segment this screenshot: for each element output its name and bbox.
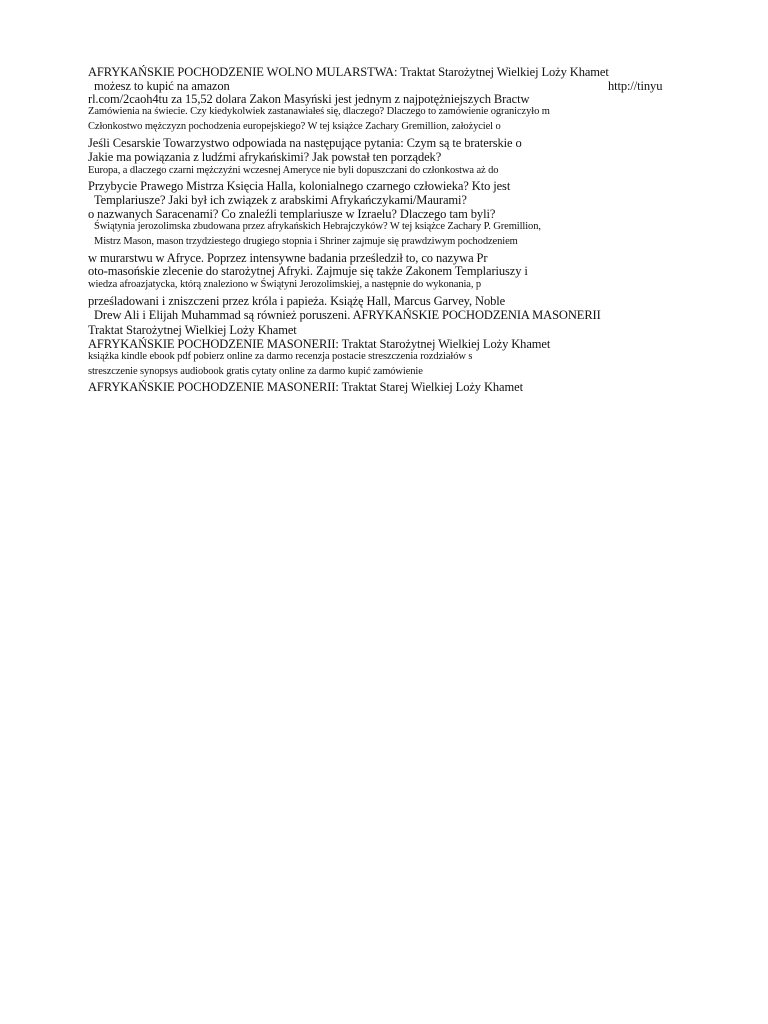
text-line-12: Świątynia jerozolimska zbudowana przez afrykańskich Hebrajczyków? W tej książce Zachary P. Gremillion, (94, 221, 541, 232)
text-line-23: AFRYKAŃSKIE POCHODZENIE MASONERII: Traktat Starej Wielkiej Loży Khamet (88, 380, 523, 394)
text-line-14: w murarstwu w Afryce. Poprzez intensywne badania prześledził to, co nazywa Pr (88, 251, 488, 265)
text-line-18: Drew Ali i Elijah Muhammad są również poruszeni. AFRYKAŃSKIE POCHODZENIA MASONERII (94, 308, 601, 322)
text-line-13: Mistrz Mason, mason trzydziestego drugiego stopnia i Shriner zajmuje się prawdziwym pochodzeniem (94, 236, 518, 247)
text-line-22: streszczenie synopsys audiobook gratis cytaty online za darmo kupić zamówienie (88, 366, 423, 377)
text-line-16: wiedza afroazjatycka, którą znaleziono w Świątyni Jerozolimskiej, a następnie do wykonania, p (88, 279, 482, 290)
text-line-2: możesz to kupić na amazon (94, 79, 230, 93)
text-line-21: książka kindle ebook pdf pobierz online za darmo recenzja postacie streszczenia rozdziałów s (88, 351, 473, 362)
text-line-19: Traktat Starożytnej Wielkiej Loży Khamet (88, 323, 297, 337)
text-line-6: Jeśli Cesarskie Towarzystwo odpowiada na następujące pytania: Czym są te braterskie o (88, 136, 522, 150)
text-line-1: AFRYKAŃSKIE POCHODZENIE WOLNO MULARSTWA: Traktat Starożytnej Wielkiej Loży Khamet (88, 65, 609, 79)
text-line-4: Zamówienia na świecie. Czy kiedykolwiek zastanawiałeś się, dlaczego? Dlaczego to zamówienie ograniczyło m (88, 106, 550, 117)
text-line-5: Członkostwo mężczyzn pochodzenia europejskiego? W tej książce Zachary Gremillion, założyciel o (88, 121, 501, 132)
text-line-9: Przybycie Prawego Mistrza Księcia Halla, kolonialnego czarnego człowieka? Kto jest (88, 179, 511, 193)
text-line-20: AFRYKAŃSKIE POCHODZENIE MASONERII: Traktat Starożytnej Wielkiej Loży Khamet (88, 337, 551, 351)
text-line-url: http://tinyu (608, 79, 663, 93)
text-line-3: rl.com/2caoh4tu za 15,52 dolara Zakon Masyński jest jednym z najpotężniejszych Bractw (88, 92, 530, 106)
text-line-10: Templariusze? Jaki był ich związek z arabskimi Afrykańczykami/Maurami? (94, 193, 467, 207)
text-line-8: Europa, a dlaczego czarni mężczyźni wczesnej Ameryce nie byli dopuszczani do członkostwa aż do (88, 165, 499, 176)
text-line-15: oto-masońskie zlecenie do starożytnej Afryki. Zajmuje się także Zakonem Templariuszy i (88, 264, 528, 278)
text-line-11: o nazwanych Saracenami? Co znaleźli templariusze w Izraelu? Dlaczego tam byli? (88, 207, 496, 221)
text-line-7: Jakie ma powiązania z ludźmi afrykańskimi? Jak powstał ten porządek? (88, 150, 442, 164)
text-line-17: prześladowani i zniszczeni przez króla i papieża. Książę Hall, Marcus Garvey, Noble (88, 294, 506, 308)
